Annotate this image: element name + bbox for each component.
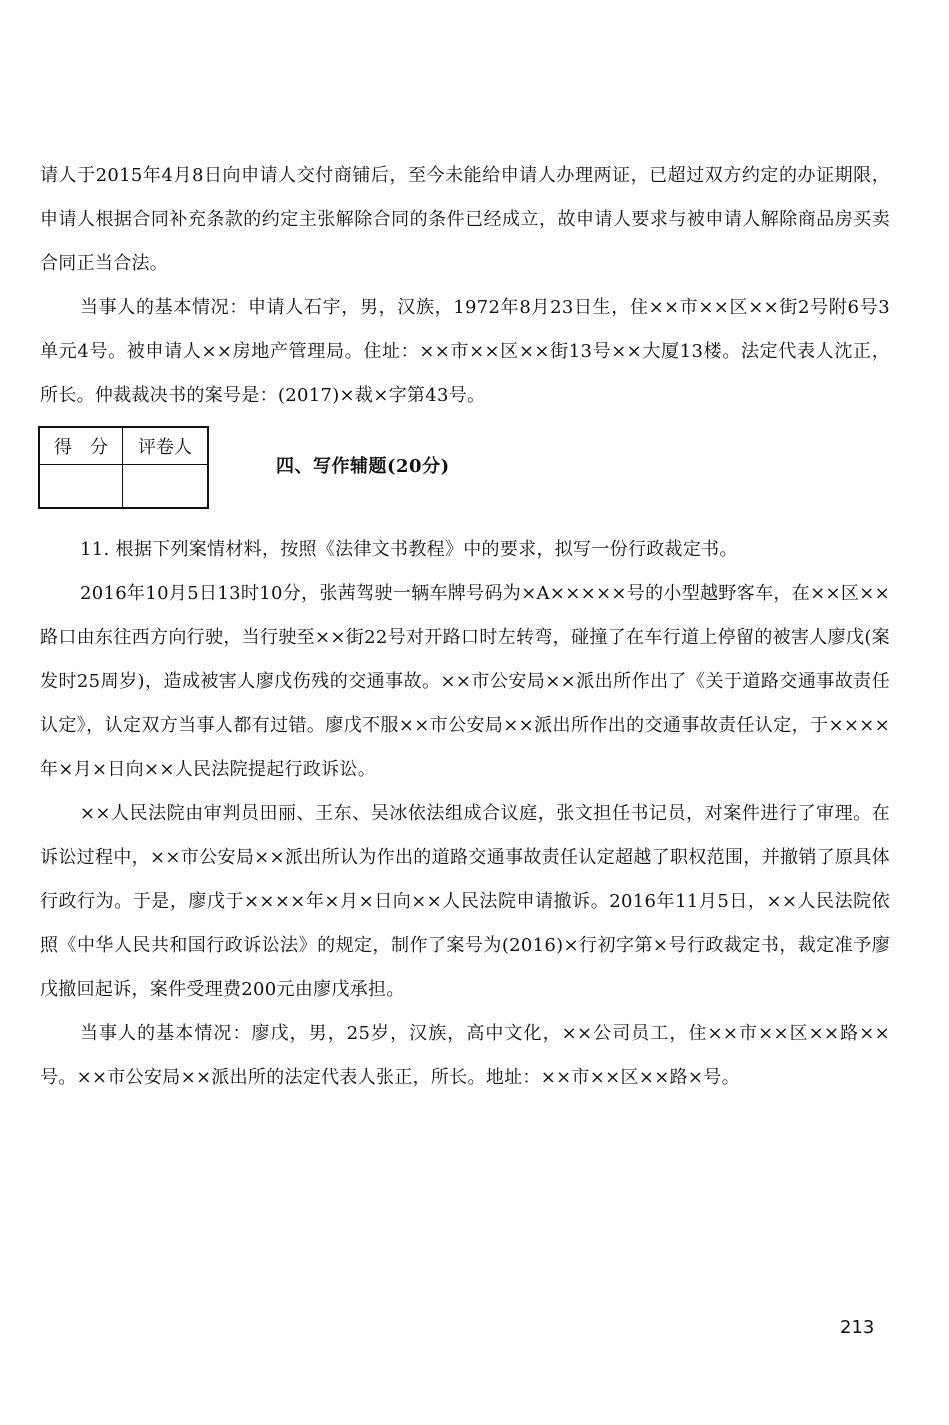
case-paragraph-1: 2016年10月5日13时10分，张茜驾驶一辆车牌号码为×A×××××号的小型越野客车，在××区××路口由东往西方向行驶，当行驶至××街22号对开路口时左转弯，碰撞了在车行道上停留的被害人廖戊(案发时25周岁)，造成被害人廖戊伤残的交通事故。××市公安局××派出所作出了《关于道路交通事故责任认定》，认定双方当事人都有过错。廖戊不服××市公安局××派出所作出的交通事故责任认定，于××××年×月×日向××人民法院提起行政诉讼。: [40, 583, 890, 780]
intro-paragraph-1: 请人于2015年4月8日向申请人交付商铺后，至今未能给申请人办理两证，已超过双方约定的办证期限，申请人根据合同补充条款的约定主张解除合同的条件已经成立，故申请人要求与被申请人解除商品房买卖合同正当合法。: [40, 165, 890, 274]
intro-paragraph-2: 当事人的基本情况：申请人石宇，男，汉族，1972年8月23日生，住××市××区××街2号附6号3单元4号。被申请人××房地产管理局。住址：××市××区××街13号××大厦13楼。法定代表人沈正，所长。仲裁裁决书的案号是：(2017)×裁×字第43号。: [40, 297, 890, 406]
score-cell: [39, 465, 123, 509]
page-number: 213: [840, 1317, 875, 1338]
score-box: [38, 426, 209, 509]
score-label: 得 分: [39, 427, 123, 465]
question-section: [40, 528, 890, 1100]
case-paragraph-3: 当事人的基本情况：廖戊，男，25岁，汉族，高中文化，××公司员工，住××市××区××路××号。××市公安局××派出所的法定代表人张正，所长。地址：××市××区××路×号。: [40, 1023, 890, 1088]
case-paragraph-2: ××人民法院由审判员田丽、王东、吴冰依法组成合议庭，张文担任书记员，对案件进行了审理。在诉讼过程中，××市公安局××派出所认为作出的道路交通事故责任认定超越了职权范围，并撤销了原具体行政行为。于是，廖戊于××××年×月×日向××人民法院申请撤诉。2016年11月5日，××人民法院依照《中华人民共和国行政诉讼法》的规定，制作了案号为(2016)×行初字第×号行政裁定书，裁定准予廖戊撤回起诉，案件受理费200元由廖戊承担。: [40, 803, 890, 1000]
intro-section: [40, 154, 890, 418]
grader-label: 评卷人: [123, 427, 209, 465]
grader-cell: [123, 465, 209, 509]
question-prompt: 11. 根据下列案情材料，按照《法律文书教程》中的要求，拟写一份行政裁定书。: [80, 539, 738, 560]
section-title: 四、写作辅题(20分): [276, 456, 450, 477]
